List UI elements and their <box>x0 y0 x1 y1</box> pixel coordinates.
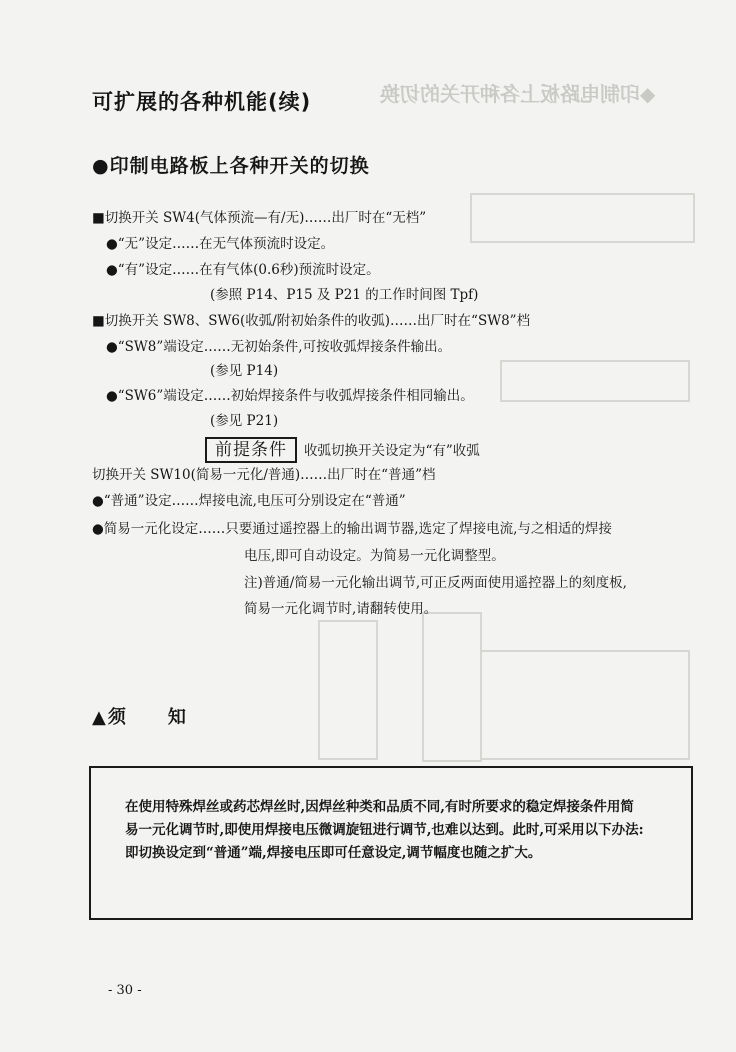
sw6-reference: (参见 P21) <box>210 413 279 429</box>
sw10-note: 注)普通/简易一元化输出调节,可正反两面使用遥控器上的刻度板, <box>244 575 627 591</box>
sw10-normal-setting: ●“普通”设定……焊接电流,电压可分别设定在“普通” <box>92 493 406 509</box>
bleed-through-heading: ◆印制电路板上各种开关的切换 <box>380 82 656 106</box>
bleed-through-frame-1 <box>470 193 695 243</box>
sw8-sw6-heading: ■切换开关 SW8、SW6(收弧/附初始条件的收弧)……出厂时在“SW8”档 <box>92 313 531 329</box>
section-title: ●印制电路板上各种开关的切换 <box>92 155 370 177</box>
notice-title: ▲须 知 <box>92 707 188 728</box>
sw10-simple-setting: ●简易一元化设定……只要通过遥控器上的输出调节器,选定了焊接电流,与之相适的焊接 <box>92 521 612 537</box>
sw10-note-cont: 简易一元化调节时,请翻转使用。 <box>244 601 438 617</box>
sw4-heading: ■切换开关 SW4(气体预流—有/无)……出厂时在“无档” <box>92 210 427 226</box>
bleed-through-frame-3 <box>318 620 378 760</box>
page-number: - 30 - <box>108 983 142 998</box>
bleed-through-frame-5 <box>480 650 690 760</box>
sw8-reference: (参见 P14) <box>210 363 279 379</box>
sw10-simple-setting-cont: 电压,即可自动设定。为简易一元化调整型。 <box>244 548 505 564</box>
prerequisite-text: 收弧切换开关设定为“有”收弧 <box>304 443 480 459</box>
sw4-none-setting: ●“无”设定……在无气体预流时设定。 <box>106 236 335 252</box>
sw10-heading: 切换开关 SW10(简易一元化/普通)……出厂时在“普通”档 <box>92 467 436 483</box>
sw4-reference: (参照 P14、P15 及 P21 的工作时间图 Tpf) <box>210 287 479 303</box>
sw8-setting: ●“SW8”端设定……无初始条件,可按收弧焊接条件输出。 <box>106 339 452 355</box>
bleed-through-frame-2 <box>500 360 690 402</box>
sw4-yes-setting: ●“有”设定……在有气体(0.6秒)预流时设定。 <box>106 262 380 278</box>
page-title: 可扩展的各种机能(续) <box>92 90 312 114</box>
notice-text: 在使用特殊焊丝或药芯焊丝时,因焊丝种类和品质不同,有时所要求的稳定焊接条件用简易一元化调节时,即使用焊接电压微调旋钮进行调节,也难以达到。此时,可采用以下办法:即切换设定到“普通”端,焊接电压即可任意设定,调节幅度也随之扩大。 <box>125 799 644 861</box>
bleed-through-frame-4 <box>422 612 482 762</box>
sw6-setting: ●“SW6”端设定……初始焊接条件与收弧焊接条件相同输出。 <box>106 388 474 404</box>
prerequisite-box: 前提条件 <box>205 437 297 463</box>
